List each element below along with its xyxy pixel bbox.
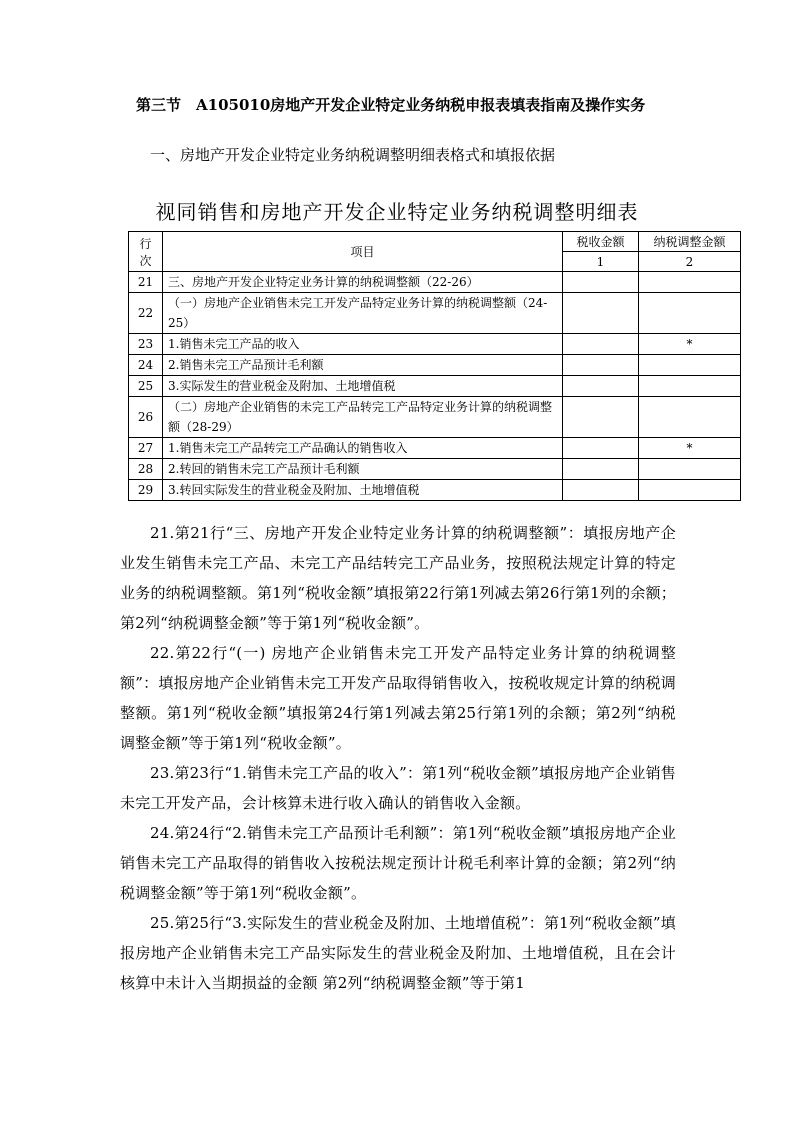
row-adjust-amount [639, 293, 741, 334]
table-row [129, 459, 741, 480]
header-col1-num: 1 [563, 252, 639, 272]
row-adjust-amount [639, 459, 741, 480]
row-adjust-amount [639, 272, 741, 293]
table-row [129, 438, 741, 459]
row-adjust-amount: * [639, 334, 741, 355]
row-tax-amount [563, 480, 639, 501]
table-row [129, 272, 741, 293]
header-col2: 纳税调整金额 [639, 232, 741, 252]
row-tax-amount [563, 272, 639, 293]
paragraph: 24.第24行“2.销售未完工产品预计毛利额”：第1列“税收金额”填报房地产企业销售未完工产品取得的销售收入按税法规定预计计税毛利率计算的金额；第2列“纳税调整金额”等于第1列“税收金额”。 [120, 824, 676, 902]
row-item: 3.实际发生的营业税金及附加、土地增值税 [163, 376, 563, 397]
row-adjust-amount [639, 480, 741, 501]
row-tax-amount [563, 334, 639, 355]
table-row [129, 480, 741, 501]
subsection-title: 一、房地产开发企业特定业务纳税调整明细表格式和填报依据 [150, 146, 556, 164]
row-item: （一）房地产企业销售未完工开发产品特定业务计算的纳税调整额（24-25） [163, 293, 563, 334]
table-row [129, 376, 741, 397]
row-line-number: 26 [129, 397, 163, 438]
header-col2-num: 2 [639, 252, 741, 272]
paragraph: 21.第21行“三、房地产开发企业特定业务计算的纳税调整额”：填报房地产企业发生销售未完工产品、未完工产品结转完工产品业务，按照税法规定计算的特定业务的纳税调整额。第1列“税收金额”填报第22行第1列减去第26行第1列的余额；第2列“纳税调整金额”等于第1列“税收金额”。 [120, 524, 676, 632]
row-tax-amount [563, 438, 639, 459]
table-row [129, 334, 741, 355]
table-row [129, 293, 741, 334]
row-item: 三、房地产开发企业特定业务计算的纳税调整额（22-26） [163, 272, 563, 293]
row-tax-amount [563, 376, 639, 397]
row-adjust-amount: * [639, 438, 741, 459]
row-tax-amount [563, 459, 639, 480]
row-item: 2.转回的销售未完工产品预计毛利额 [163, 459, 563, 480]
body-text [120, 518, 676, 998]
paragraph: 22.第22行“(一) 房地产企业销售未完工开发产品特定业务计算的纳税调整额”：填报房地产企业销售未完工开发产品取得销售收入，按税收规定计算的纳税调整额。第1列“税收金额”填报第24行第1列减去第25行第1列的余额；第2列“纳税调整金额”等于第1列“税收金额”。 [120, 644, 676, 752]
row-line-number: 24 [129, 355, 163, 376]
header-line [129, 232, 163, 272]
row-item: 3.转回实际发生的营业税金及附加、土地增值税 [163, 480, 563, 501]
row-line-number: 23 [129, 334, 163, 355]
row-tax-amount [563, 355, 639, 376]
row-item: 1.销售未完工产品的收入 [163, 334, 563, 355]
row-tax-amount [563, 293, 639, 334]
header-item: 项目 [163, 232, 563, 272]
row-line-number: 25 [129, 376, 163, 397]
paragraph: 25.第25行“3.实际发生的营业税金及附加、土地增值税”：第1列“税收金额”填报房地产企业销售未完工产品实际发生的营业税金及附加、土地增值税，且在会计核算中未计入当期损益的金额 第2列“纳税调整金额”等于第1 [120, 914, 676, 992]
row-line-number: 22 [129, 293, 163, 334]
adjustment-table [128, 231, 741, 501]
table-title: 视同销售和房地产开发企业特定业务纳税调整明细表 [155, 200, 639, 224]
row-line-number: 21 [129, 272, 163, 293]
section-title: 第三节 A105010房地产开发企业特定业务纳税申报表填表指南及操作实务 [136, 96, 646, 114]
row-item: 2.销售未完工产品预计毛利额 [163, 355, 563, 376]
row-adjust-amount [639, 397, 741, 438]
row-item: 1.销售未完工产品转完工产品确认的销售收入 [163, 438, 563, 459]
table-row [129, 397, 741, 438]
row-item: （二）房地产企业销售的未完工产品转完工产品特定业务计算的纳税调整额（28-29） [163, 397, 563, 438]
header-line-text: 行次 [139, 236, 152, 268]
header-col1: 税收金额 [563, 232, 639, 252]
row-line-number: 28 [129, 459, 163, 480]
row-tax-amount [563, 397, 639, 438]
row-adjust-amount [639, 355, 741, 376]
paragraph: 23.第23行“1.销售未完工产品的收入”：第1列“税收金额”填报房地产企业销售未完工开发产品，会计核算未进行收入确认的销售收入金额。 [120, 764, 676, 812]
row-line-number: 27 [129, 438, 163, 459]
table-row [129, 355, 741, 376]
row-adjust-amount [639, 376, 741, 397]
row-line-number: 29 [129, 480, 163, 501]
